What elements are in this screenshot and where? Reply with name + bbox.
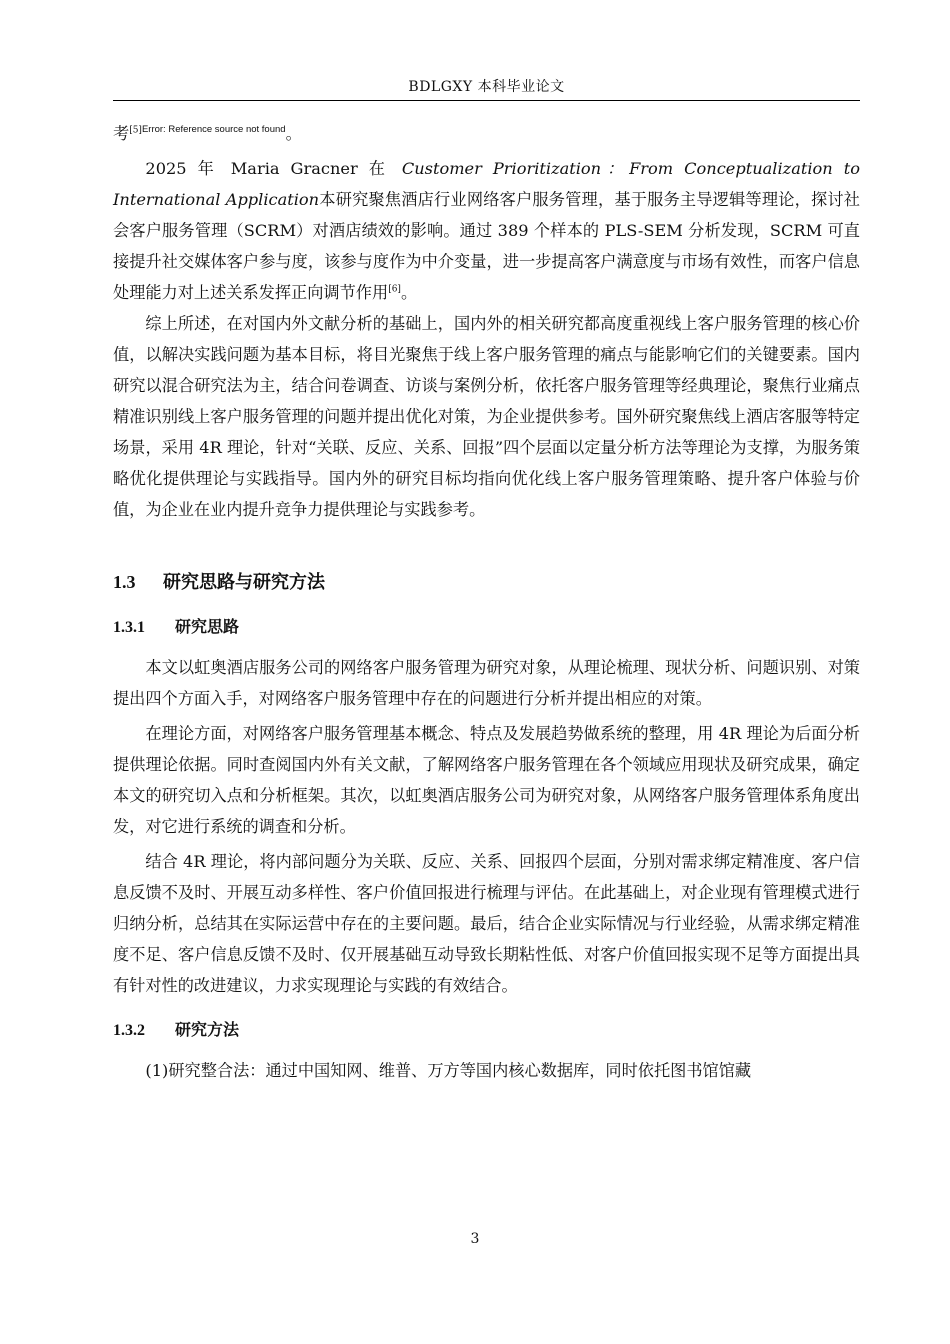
reference-error-text: Error: Reference source not found [141, 124, 286, 135]
paragraph-idea-2: 在理论方面，对网络客户服务管理基本概念、特点及发展趋势做系统的整理，用 4R 理论为后面分析提供理论依据。同时查阅国内外有关文献，了解网络客户服务管理在各个领域应用现状及研究成果，确定本文的研究切入点和分析框架。其次，以虹奥酒店服务公司为研究对象，从网络客户服务管理体系角度出发，对它进行系统的调查和分析。 [113, 724, 860, 836]
section-heading-1-3-1 [113, 612, 860, 643]
section-number: 1.3 [113, 572, 136, 592]
running-header: BDLGXY 本科毕业论文 [408, 79, 565, 95]
maria-body: 本研究聚焦酒店行业网络客户服务管理，基于服务主导逻辑等理论，探讨社会客户服务管理（SCRM）对酒店绩效的影响。通过 389 个样本的 PLS-SEM 分析发现，SCRM 可直接提升社交媒体客户参与度，该参与度作为中介变量，进一步提高客户满意度与市场有效性，而客户信息处理能力对上述关系发挥正向调节作用 [113, 190, 860, 302]
citation-6: [6] [388, 284, 401, 295]
continued-paragraph [113, 114, 860, 149]
section-heading-1-3 [113, 567, 860, 598]
paragraph-summary: 综上所述，在对国内外文献分析的基础上，国内外的相关研究都高度重视线上客户服务管理的核心价值，以解决实践问题为基本目标，将目光聚焦于线上客户服务管理的痛点与能影响它们的关键要素。国内研究以混合研究法为主，结合问卷调查、访谈与案例分析，依托客户服务管理等经典理论，聚焦行业痛点精准识别线上客户服务管理的问题并提出优化对策，为企业提供参考。国外研究聚焦线上酒店客服等特定场景，采用 4R 理论，针对“关联、反应、关系、回报”四个层面以定量分析方法等理论为支撑，为服务策略优化提供理论与实践指导。国内外的研究目标均指向优化线上客户服务管理策略、提升客户体验与价值，为企业在业内提升竞争力提供理论与实践参考。 [113, 314, 860, 519]
page-body [113, 112, 860, 1086]
citation-5: [5] [129, 125, 142, 136]
continued-text: 考 [113, 124, 130, 143]
paragraph-idea-1: 本文以虹奥酒店服务公司的网络客户服务管理为研究对象，从理论梳理、现状分析、问题识别、对策提出四个方面入手，对网络客户服务管理中存在的问题进行分析并提出相应的对策。 [113, 658, 860, 708]
maria-tail: 。 [400, 283, 418, 302]
maria-lead: 2025 年 Maria Gracner 在 [145, 159, 402, 178]
paragraph-maria-gracner [113, 153, 860, 308]
subsection-title: 研究思路 [175, 617, 240, 636]
paragraph-method-1: (1)研究整合法：通过中国知网、维普、万方等国内核心数据库，同时依托图书馆馆藏 [145, 1061, 752, 1080]
page-number: 3 [470, 1231, 480, 1247]
subsection-number: 1.3.1 [113, 619, 145, 636]
section-heading-1-3-2 [113, 1015, 860, 1046]
header-rule [113, 100, 860, 101]
continued-tail: 。 [285, 124, 302, 143]
subsection-number: 1.3.2 [113, 1022, 145, 1039]
subsection-title: 研究方法 [175, 1020, 240, 1039]
cited-paper-title: Customer Prioritization：From Conceptualization to International Application [113, 159, 860, 209]
paragraph-idea-3: 结合 4R 理论，将内部问题分为关联、反应、关系、回报四个层面，分别对需求绑定精准度、客户信息反馈不及时、开展互动多样性、客户价值回报进行梳理与评估。在此基础上，对企业现有管理模式进行归纳分析，总结其在实际运营中存在的主要问题。最后，结合企业实际情况与行业经验，从需求绑定精准度不足、客户信息反馈不及时、仅开展基础互动导致长期粘性低、对客户价值回报实现不足等方面提出具有针对性的改进建议，力求实现理论与实践的有效结合。 [113, 852, 860, 995]
section-title: 研究思路与研究方法 [163, 572, 325, 593]
